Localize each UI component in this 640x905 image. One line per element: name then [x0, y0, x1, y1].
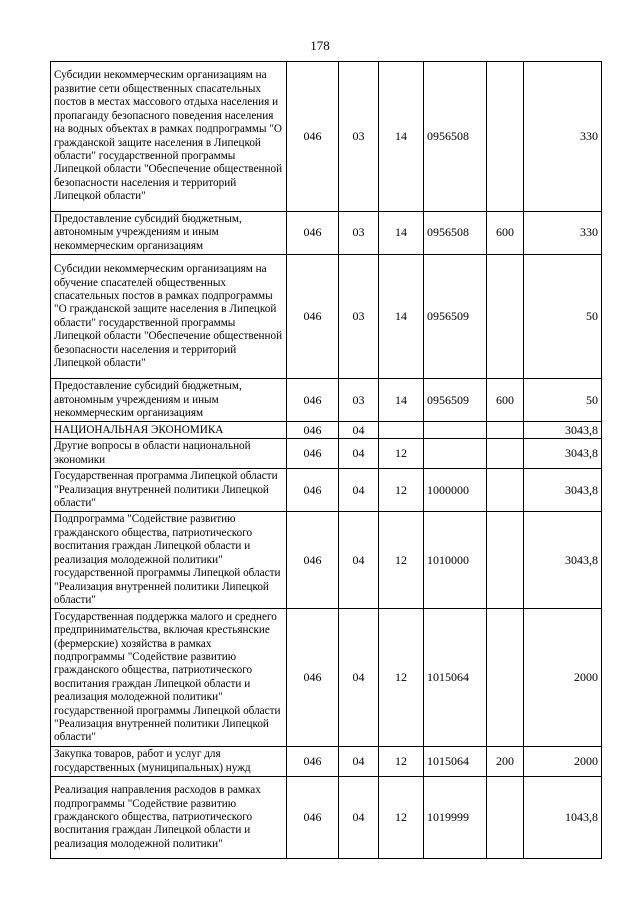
target-code: 1010000 [424, 512, 487, 609]
target-code: 0956508 [424, 62, 487, 212]
amount: 1043,8 [524, 777, 602, 859]
target-code: 1019999 [424, 777, 487, 859]
section-code: 04 [339, 512, 379, 609]
ministry-code: 046 [287, 512, 339, 609]
ministry-code: 046 [287, 609, 339, 747]
section-code: 03 [339, 212, 379, 255]
amount: 330 [524, 62, 602, 212]
subsection-code: 14 [379, 212, 424, 255]
target-code: 1015064 [424, 747, 487, 777]
table-row [51, 609, 602, 747]
expense-code: 200 [487, 747, 524, 777]
ministry-code: 046 [287, 422, 339, 439]
subsection-code: 14 [379, 255, 424, 379]
section-code: 04 [339, 422, 379, 439]
target-code [424, 439, 487, 469]
expense-code: 600 [487, 379, 524, 422]
expense-code [487, 62, 524, 212]
row-name: Предоставление субсидий бюджетным, автономным учреждениям и иным некоммерческим организациям [51, 212, 287, 255]
page-number: 178 [310, 38, 330, 53]
target-code: 1015064 [424, 609, 487, 747]
section-code: 03 [339, 255, 379, 379]
row-name: Другие вопросы в области национальной экономики [51, 439, 287, 469]
target-code [424, 422, 487, 439]
expense-code: 600 [487, 212, 524, 255]
subsection-code [379, 422, 424, 439]
subsection-code: 12 [379, 747, 424, 777]
table-row [51, 212, 602, 255]
expense-code [487, 777, 524, 859]
row-name: Государственная программа Липецкой области "Реализация внутренней политики Липецкой области" [51, 469, 287, 512]
expense-code [487, 512, 524, 609]
table-row [51, 62, 602, 212]
subsection-code: 12 [379, 609, 424, 747]
ministry-code: 046 [287, 212, 339, 255]
amount: 3043,8 [524, 422, 602, 439]
target-code: 0956509 [424, 255, 487, 379]
row-name: Субсидии некоммерческим организациям на развитие сети общественных спасательных постов в местах массового отдыха населения и пропаганду безопасного поведения населения на водных объектах в рамках подпрограммы "О гражданской защите населения в Липецкой области" государственной программы Липецкой области "Обеспечение общественной безопасности населения и территорий Липецкой области" [51, 62, 287, 212]
ministry-code: 046 [287, 469, 339, 512]
row-name: Реализация направления расходов в рамках подпрограммы "Содействие развитию гражданского общества, патриотического воспитания граждан Липецкой области и реализация молодежной политики" [51, 777, 287, 859]
row-name: Предоставление субсидий бюджетным, автономным учреждениям и иным некоммерческим организациям [51, 379, 287, 422]
row-name: НАЦИОНАЛЬНАЯ ЭКОНОМИКА [51, 422, 287, 439]
section-code: 04 [339, 609, 379, 747]
budget-table [50, 61, 602, 859]
expense-code [487, 439, 524, 469]
table-row [51, 469, 602, 512]
ministry-code: 046 [287, 255, 339, 379]
ministry-code: 046 [287, 747, 339, 777]
subsection-code: 14 [379, 379, 424, 422]
expense-code [487, 469, 524, 512]
amount: 3043,8 [524, 512, 602, 609]
amount: 50 [524, 379, 602, 422]
row-name: Государственная поддержка малого и среднего предпринимательства, включая крестьянские (фермерские) хозяйства в рамках подпрограммы "Содействие развитию гражданского общества, патриотического воспитания граждан Липецкой области и реализация молодежной политики" государственной программы Липецкой области "Реализация внутренней политики Липецкой области" [51, 609, 287, 747]
row-name: Закупка товаров, работ и услуг для государственных (муниципальных) нужд [51, 747, 287, 777]
amount: 330 [524, 212, 602, 255]
amount: 3043,8 [524, 439, 602, 469]
ministry-code: 046 [287, 379, 339, 422]
target-code: 1000000 [424, 469, 487, 512]
row-name: Субсидии некоммерческим организациям на обучение спасателей общественных спасательных постов в рамках подпрограммы "О гражданской защите населения в Липецкой области" государственной программы Липецкой области "Обеспечение общественной безопасности населения и территорий Липецкой области" [51, 255, 287, 379]
section-code: 04 [339, 439, 379, 469]
expense-code [487, 609, 524, 747]
row-name: Подпрограмма "Содействие развитию гражданского общества, патриотического воспитания граждан Липецкой области и реализация молодежной политики" государственной программы Липецкой области "Реализация внутренней политики Липецкой области" [51, 512, 287, 609]
subsection-code: 12 [379, 439, 424, 469]
table-row [51, 777, 602, 859]
table-row [51, 439, 602, 469]
section-code: 04 [339, 777, 379, 859]
section-code: 03 [339, 62, 379, 212]
expense-code [487, 422, 524, 439]
table-row [51, 747, 602, 777]
subsection-code: 14 [379, 62, 424, 212]
amount: 3043,8 [524, 469, 602, 512]
ministry-code: 046 [287, 439, 339, 469]
table-row [51, 422, 602, 439]
table-row [51, 379, 602, 422]
ministry-code: 046 [287, 62, 339, 212]
amount: 50 [524, 255, 602, 379]
amount: 2000 [524, 747, 602, 777]
subsection-code: 12 [379, 512, 424, 609]
target-code: 0956509 [424, 379, 487, 422]
subsection-code: 12 [379, 777, 424, 859]
subsection-code: 12 [379, 469, 424, 512]
target-code: 0956508 [424, 212, 487, 255]
ministry-code: 046 [287, 777, 339, 859]
table-row [51, 255, 602, 379]
expense-code [487, 255, 524, 379]
section-code: 04 [339, 469, 379, 512]
section-code: 03 [339, 379, 379, 422]
section-code: 04 [339, 747, 379, 777]
table-row [51, 512, 602, 609]
amount: 2000 [524, 609, 602, 747]
